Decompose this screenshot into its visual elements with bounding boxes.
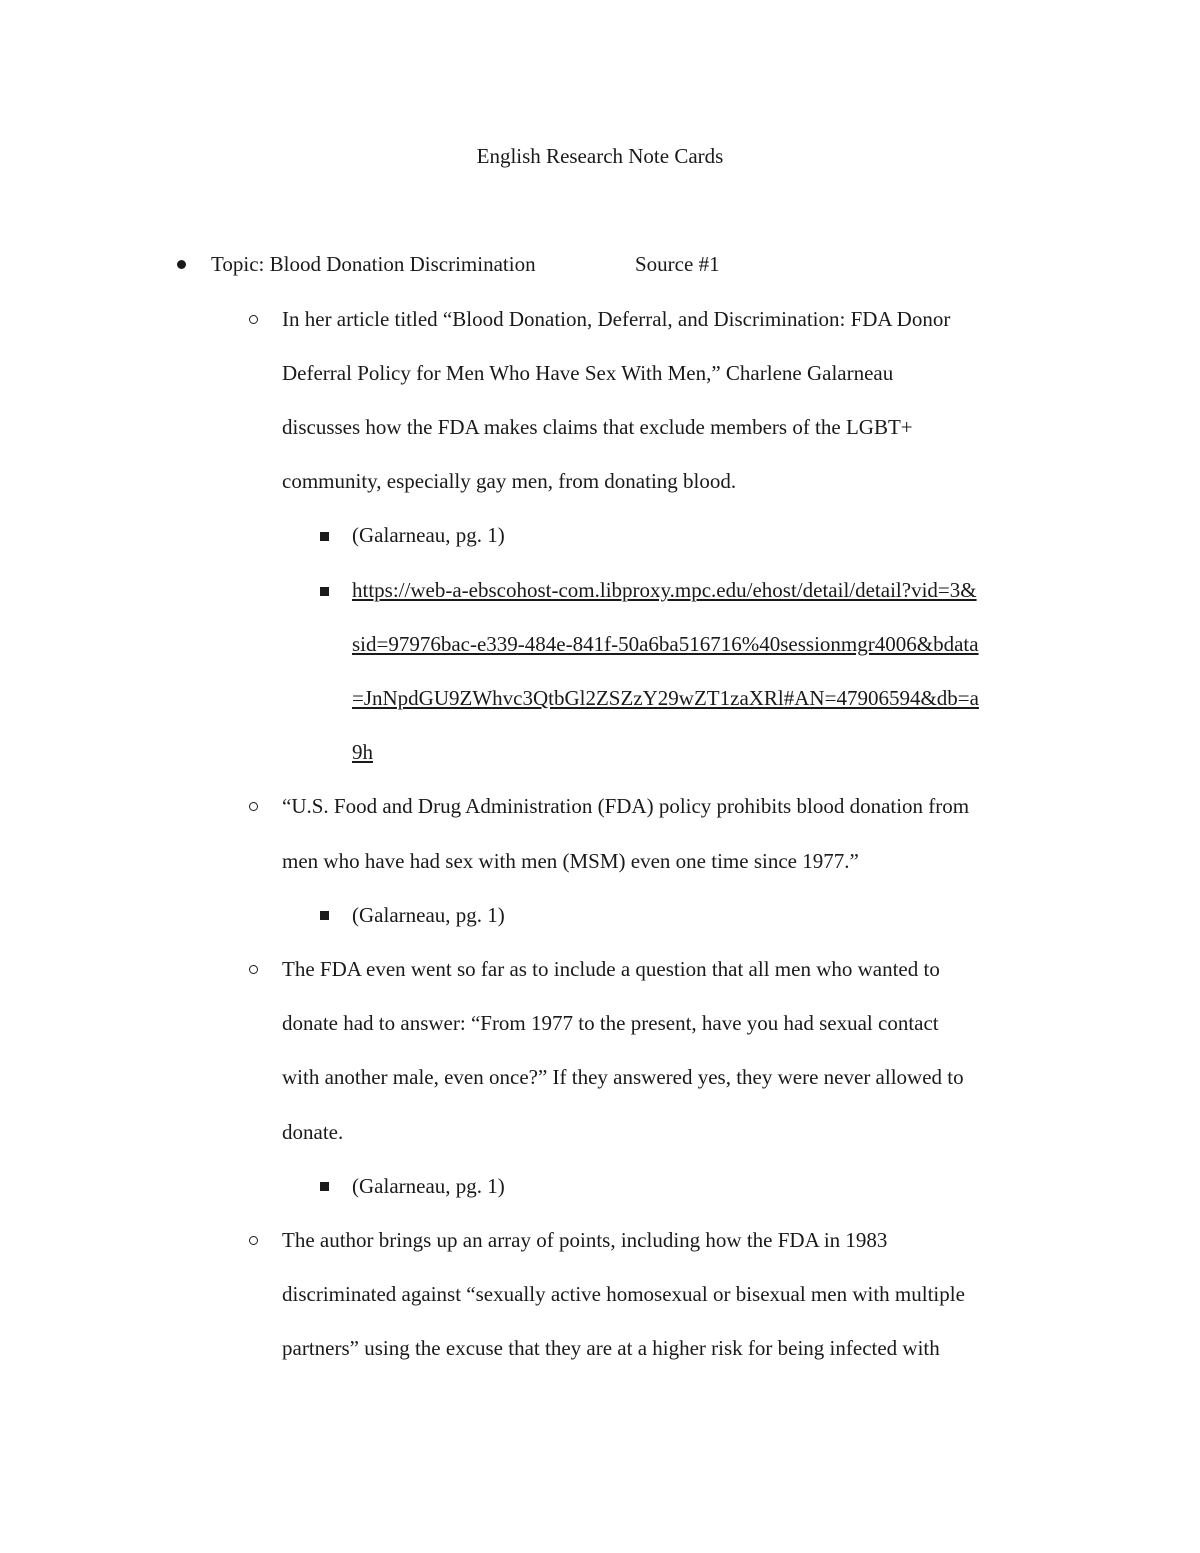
source-url-line-2[interactable]: sid=97976bac-e339-484e-841f-50a6ba516716%40sessionmgr4006&bdata bbox=[352, 632, 979, 656]
note-1-line-4: community, especially gay men, from donating blood. bbox=[282, 469, 737, 493]
note-2-line-2: men who have had sex with men (MSM) even one time since 1977.” bbox=[282, 849, 859, 873]
note-3-line-4: donate. bbox=[282, 1120, 344, 1144]
source-url-line-1[interactable]: https://web-a-ebscohost-com.libproxy.mpc.edu/ehost/detail/detail?vid=3& bbox=[352, 578, 977, 602]
bullet-square-icon bbox=[320, 911, 329, 920]
note-3-line-2: donate had to answer: “From 1977 to the present, have you had sexual contact bbox=[282, 1011, 939, 1035]
bullet-square-icon bbox=[320, 587, 329, 596]
page-title: English Research Note Cards bbox=[476, 144, 724, 168]
bullet-circle-icon bbox=[249, 965, 258, 974]
note-1-line-2: Deferral Policy for Men Who Have Sex With Men,” Charlene Galarneau bbox=[282, 361, 894, 385]
bullet-circle-icon bbox=[249, 1236, 258, 1245]
note-2-line-1: “U.S. Food and Drug Administration (FDA) policy prohibits blood donation from bbox=[282, 794, 970, 818]
bullet-disc-icon bbox=[177, 260, 186, 269]
note-2-citation: (Galarneau, pg. 1) bbox=[352, 903, 505, 927]
note-4-line-1: The author brings up an array of points, including how the FDA in 1983 bbox=[282, 1228, 888, 1252]
note-3-citation: (Galarneau, pg. 1) bbox=[352, 1174, 505, 1198]
bullet-circle-icon bbox=[249, 315, 258, 324]
source-url-line-4[interactable]: 9h bbox=[352, 740, 373, 764]
note-4-line-2: discriminated against “sexually active homosexual or bisexual men with multiple bbox=[282, 1282, 965, 1306]
note-1-line-1: In her article titled “Blood Donation, Deferral, and Discrimination: FDA Donor bbox=[282, 307, 951, 331]
note-1-citation: (Galarneau, pg. 1) bbox=[352, 523, 505, 547]
source-label: Source #1 bbox=[635, 252, 720, 276]
bullet-square-icon bbox=[320, 532, 329, 541]
note-1-line-3: discusses how the FDA makes claims that exclude members of the LGBT+ bbox=[282, 415, 913, 439]
bullet-circle-icon bbox=[249, 802, 258, 811]
note-3-line-3: with another male, even once?” If they answered yes, they were never allowed to bbox=[282, 1065, 964, 1089]
note-4-line-3: partners” using the excuse that they are at a higher risk for being infected with bbox=[282, 1336, 940, 1360]
topic-label: Topic: Blood Donation Discrimination bbox=[211, 252, 536, 276]
bullet-square-icon bbox=[320, 1182, 329, 1191]
source-url-line-3[interactable]: =JnNpdGU9ZWhvc3QtbGl2ZSZzY29wZT1zaXRl#AN=47906594&db=a bbox=[352, 686, 979, 710]
note-3-line-1: The FDA even went so far as to include a question that all men who wanted to bbox=[282, 957, 940, 981]
